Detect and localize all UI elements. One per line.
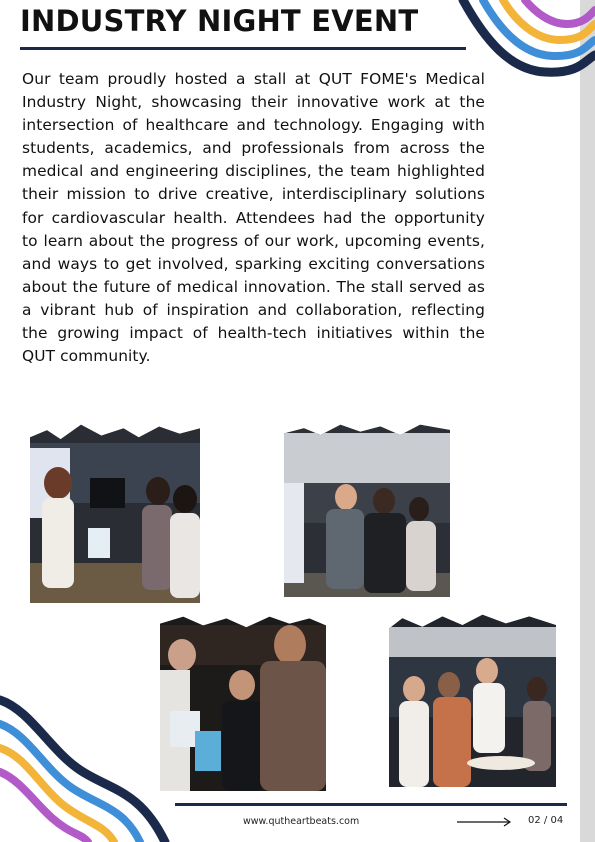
event-photo-stall-booth [30,423,200,603]
page-number: 02 / 04 [528,815,564,826]
page-title: INDUSTRY NIGHT EVENT [20,4,419,38]
wave-decoration-bottom [0,690,185,842]
footer-divider [175,803,567,806]
page-edge-strip [580,0,595,842]
footer-website-link[interactable]: www.qutheartbeats.com [243,816,360,827]
event-photo-networking [389,613,556,787]
arrow-right-icon [457,817,513,827]
event-photo-attendees-group [284,423,450,597]
title-underline [20,47,466,50]
event-description: Our team proudly hosted a stall at QUT FOME's Medical Industry Night, showcasing their innovative work at the intersection of healthcare and technology. Engaging with students, academics, and professionals from across the medical and engineering disciplines, the team highlighted their mission to drive creative, interdisciplinary solutions for cardiovascular health. Attendees had the opportunity to learn about the progress of our work, upcoming events, and ways to get involved, sparking exciting conversations about the future of medical innovation. The stall served as a vibrant hub of inspiration and collaboration, reflecting the growing impact of health-tech initiatives within the QUT community. [22,70,485,366]
